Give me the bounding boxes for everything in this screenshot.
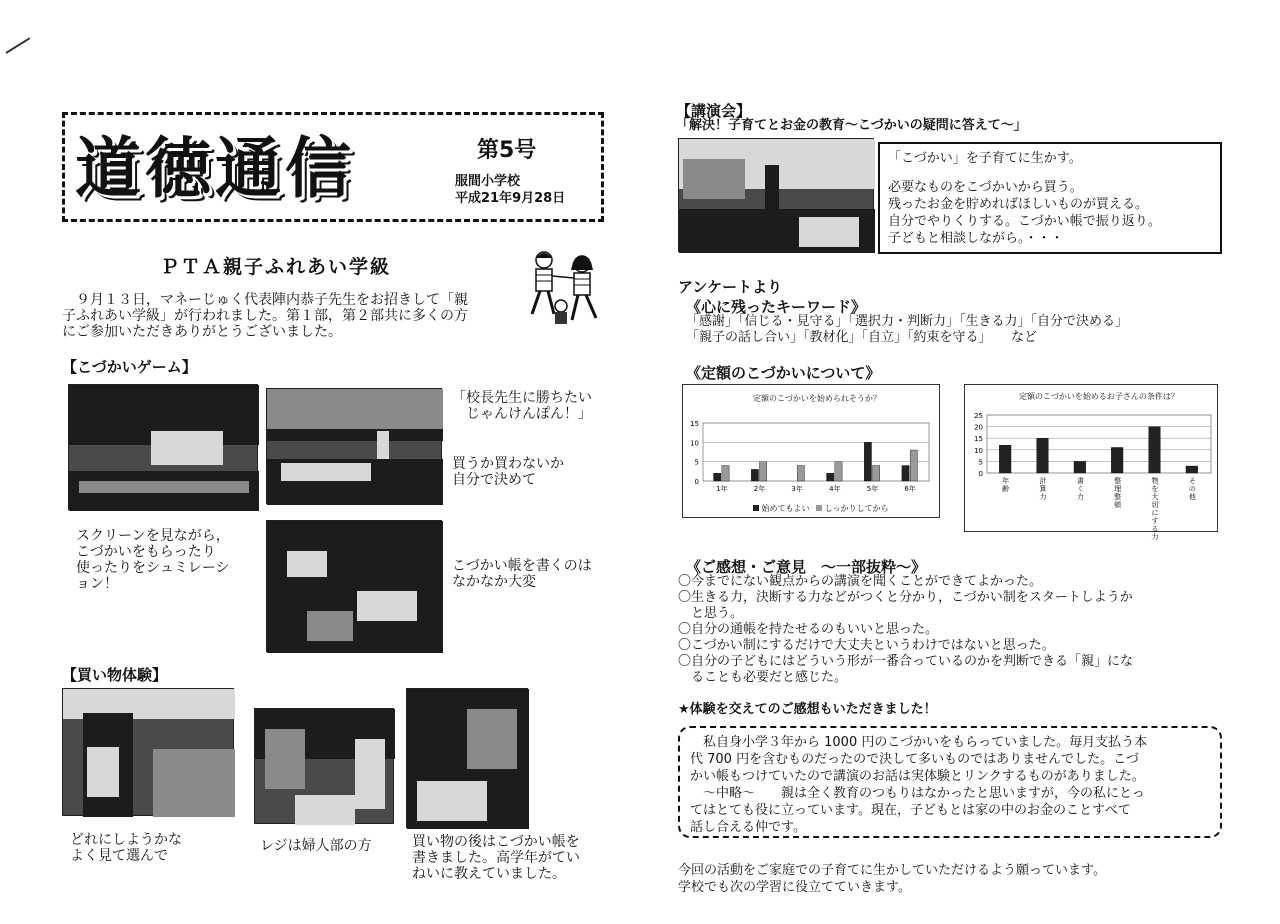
intro-line: ９月１３日，マネーじゅく代表陣内恭子先生をお招きして「親 xyxy=(62,292,468,308)
fixed-allowance-heading: 《定額のこづかいについて》 xyxy=(686,364,881,382)
keywords-list xyxy=(686,314,1128,346)
bar xyxy=(827,473,834,481)
opinion-line: 〇こづかい制にするだけで大丈夫というわけではないと思った。 xyxy=(678,638,1055,653)
legend-label: しっかりしてから xyxy=(824,504,889,513)
lecture-point-spacer xyxy=(888,167,1212,179)
photo-after-shopping xyxy=(406,688,528,828)
legend-label: 始めてもよい xyxy=(761,504,810,513)
photo-janken xyxy=(266,388,442,504)
bar xyxy=(1111,447,1123,473)
caption-line: こづかいをもらったり xyxy=(76,544,216,560)
caption-buy-decision xyxy=(452,456,564,488)
photo-notebook xyxy=(266,520,442,652)
experience-line: 代 700 円を含むものだったので決して多いものではありませんでした。こづ xyxy=(690,752,1139,767)
caption-line: よく見て選んで xyxy=(70,848,168,864)
bar xyxy=(760,462,767,481)
issue-date: 平成21年9月28日 xyxy=(455,191,566,206)
game-heading: 【こづかいゲーム】 xyxy=(62,358,197,376)
lecture-subtitle: 「解決！子育てとお金の教育～こづかいの疑問に答えて～」 xyxy=(676,118,1027,133)
y-tick-label: 5 xyxy=(694,458,699,467)
school-name: 服間小学校 xyxy=(455,174,521,189)
opinions-heading: 《ご感想・ご意見 ～一部抜粋～》 xyxy=(686,558,927,576)
caption-line: ョン！ xyxy=(76,576,118,592)
photo-choosing xyxy=(62,688,234,816)
intro-line: にご参加いただきありがとうございました。 xyxy=(62,324,342,340)
bar xyxy=(873,466,880,481)
caption-janken xyxy=(452,390,592,422)
chart-start-allowance xyxy=(682,384,940,518)
caption-line: 書きました。高学年がてい xyxy=(412,850,580,866)
lecture-point: 「こづかい」を子育てに生かす。 xyxy=(888,151,1082,166)
caption-line: スクリーンを見ながら， xyxy=(76,528,230,544)
x-tick-label: 2年 xyxy=(753,485,766,493)
opinion-line: 〇生きる力，決断する力などがつくと分かり，こづかい制をスタートしようか xyxy=(678,590,1133,605)
photo-lecture xyxy=(678,138,874,252)
caption-notebook xyxy=(452,558,592,590)
legend-swatch xyxy=(816,505,822,511)
bar xyxy=(1074,461,1086,473)
bar xyxy=(835,462,842,481)
bar xyxy=(714,473,721,481)
lecture-point: 子どもと相談しながら。・・・ xyxy=(888,231,1064,246)
x-tick-label: 5年 xyxy=(866,485,879,493)
keywords-heading: 《心に残ったキーワード》 xyxy=(686,298,867,316)
bar xyxy=(722,466,729,481)
bar xyxy=(864,442,871,481)
x-tick-label: 4年 xyxy=(829,485,841,493)
y-tick-label: 5 xyxy=(978,458,983,467)
chart-title: 定額のこづかいを始められそうか？ xyxy=(753,394,881,403)
x-tick-label: 6年 xyxy=(904,485,916,493)
chart-start-allowance-plot xyxy=(683,385,939,517)
children-illustration xyxy=(516,248,608,330)
opinion-line: 〇自分の子どもにはどういう形が一番合っているのかを判断できる「親」にな xyxy=(678,654,1134,669)
keyword-line: 「親子の話し合い」「教材化」「自立」「約束を守る」 など xyxy=(686,330,1038,345)
y-tick-label: 15 xyxy=(690,420,699,428)
masthead xyxy=(62,112,604,222)
caption-line: 自分で決めて xyxy=(452,472,536,488)
issue-number: 第5号 xyxy=(477,138,537,163)
y-tick-label: 0 xyxy=(978,470,983,478)
plot-area xyxy=(987,415,1211,473)
opinions-list xyxy=(678,574,1133,686)
x-tick-label: 3年 xyxy=(791,485,803,493)
pta-intro xyxy=(62,292,468,340)
caption-line: 買い物の後はこづかい帳を xyxy=(412,834,580,850)
x-tick-label: 年齢 xyxy=(1002,477,1010,493)
opinion-line: 〇今までにない観点からの講演を聞くことができてよかった。 xyxy=(678,574,1043,589)
keyword-line: 「感謝」「信じる・見守る」「選択力・判断力」「生きる力」「自分で決める」 xyxy=(686,314,1129,329)
caption-line: じゃんけんぽん！」 xyxy=(452,406,592,422)
photo-gym-stage xyxy=(68,384,258,510)
bar xyxy=(1186,466,1198,473)
y-tick-label: 10 xyxy=(690,439,699,448)
y-tick-label: 25 xyxy=(974,412,983,420)
bar xyxy=(1149,427,1161,473)
photo-register xyxy=(254,708,394,824)
opinion-line: ることも必要だと感じた。 xyxy=(678,670,848,685)
caption-line: 買うか買わないか xyxy=(452,456,564,472)
x-tick-label: その他 xyxy=(1188,477,1196,501)
survey-heading: アンケートより xyxy=(678,278,783,296)
experience-line: ～中略～ 親は全く教育のつもりはなかったと思いますが，今の私にとっ xyxy=(690,786,1145,801)
caption-line: 使ったりをシュミレーシ xyxy=(76,560,230,576)
shopping-heading: 【買い物体験】 xyxy=(62,666,168,684)
experience-line: 私自身小学３年から 1000 円のこづかいをもらっていました。毎月支払う本 xyxy=(690,735,1148,750)
lecture-heading: 【講演会】 xyxy=(676,102,752,120)
experience-box xyxy=(678,726,1222,838)
closing-line: 学校でも次の学習に役立てていきます。 xyxy=(678,880,911,895)
legend-swatch xyxy=(753,505,759,511)
experience-line: てはとても役に立っています。現在，子どもとは家の中のお金のことすべて xyxy=(690,803,1131,818)
school-info xyxy=(455,173,565,207)
closing-message xyxy=(678,862,1106,896)
caption-choosing xyxy=(70,832,182,864)
bar xyxy=(1037,438,1049,473)
lecture-points-box xyxy=(878,142,1222,254)
bar xyxy=(910,450,917,481)
y-tick-label: 10 xyxy=(974,446,983,455)
chart-conditions xyxy=(964,384,1218,541)
x-tick-label: 1年 xyxy=(716,485,728,493)
lecture-point: 必要なものをこづかいから買う。 xyxy=(888,180,1083,195)
opinion-line: と思う。 xyxy=(678,606,744,621)
intro-line: 子ふれあい学級」が行われました。第１部，第２部共に多くの方 xyxy=(62,308,468,324)
stray-pen-mark xyxy=(5,37,30,54)
caption-line: どれにしようかな xyxy=(70,832,182,848)
y-tick-label: 15 xyxy=(974,435,983,444)
lecture-point: 残ったお金を貯めればほしいものが買える。 xyxy=(888,197,1149,212)
closing-line: 今回の活動をご家庭での子育てに生かしていただけるよう願っています。 xyxy=(678,863,1106,878)
chart-conditions-plot xyxy=(965,385,1217,541)
newsletter-title: 道徳通信 xyxy=(75,130,355,207)
caption-line: こづかい帳を書くのは xyxy=(452,558,592,574)
caption-line: 「校長先生に勝ちたい xyxy=(452,390,592,406)
bar xyxy=(902,466,909,481)
x-tick-label: 物を大切にする力 xyxy=(1151,477,1159,541)
bar xyxy=(999,445,1011,473)
bar xyxy=(797,466,804,481)
chart-title: 定額のこづかいを始めるお子さんの条件は？ xyxy=(1019,392,1179,401)
pta-heading: ＰＴＡ親子ふれあい学級 xyxy=(160,256,392,278)
opinion-line: 〇自分の通帳を持たせるのもいいと思った。 xyxy=(678,622,939,637)
chart-legend xyxy=(753,503,889,514)
experience-line: かい帳もつけていたので講演のお話は実体験とリンクするものがありました。 xyxy=(690,769,1145,784)
caption-after-shopping xyxy=(412,834,580,882)
x-tick-label: 整理整頓 xyxy=(1114,477,1122,509)
y-tick-label: 0 xyxy=(694,478,699,486)
x-tick-label: 書く力 xyxy=(1076,477,1084,501)
experience-line: 話し合える仲です。 xyxy=(690,820,806,835)
bar xyxy=(751,469,758,481)
x-tick-label: 計算力 xyxy=(1039,477,1047,501)
lecture-point: 自分でやりくりする。こづかい帳で振り返り。 xyxy=(888,214,1161,229)
caption-register: レジは婦人部の方 xyxy=(260,838,372,854)
caption-line: ねいに教えていました。 xyxy=(412,866,566,882)
experience-heading: ★体験を交えてのご感想もいただきました！ xyxy=(678,702,937,717)
plot-area xyxy=(703,423,929,481)
caption-line: なかなか大変 xyxy=(452,574,536,590)
caption-screen xyxy=(76,528,230,592)
y-tick-label: 20 xyxy=(974,423,983,432)
